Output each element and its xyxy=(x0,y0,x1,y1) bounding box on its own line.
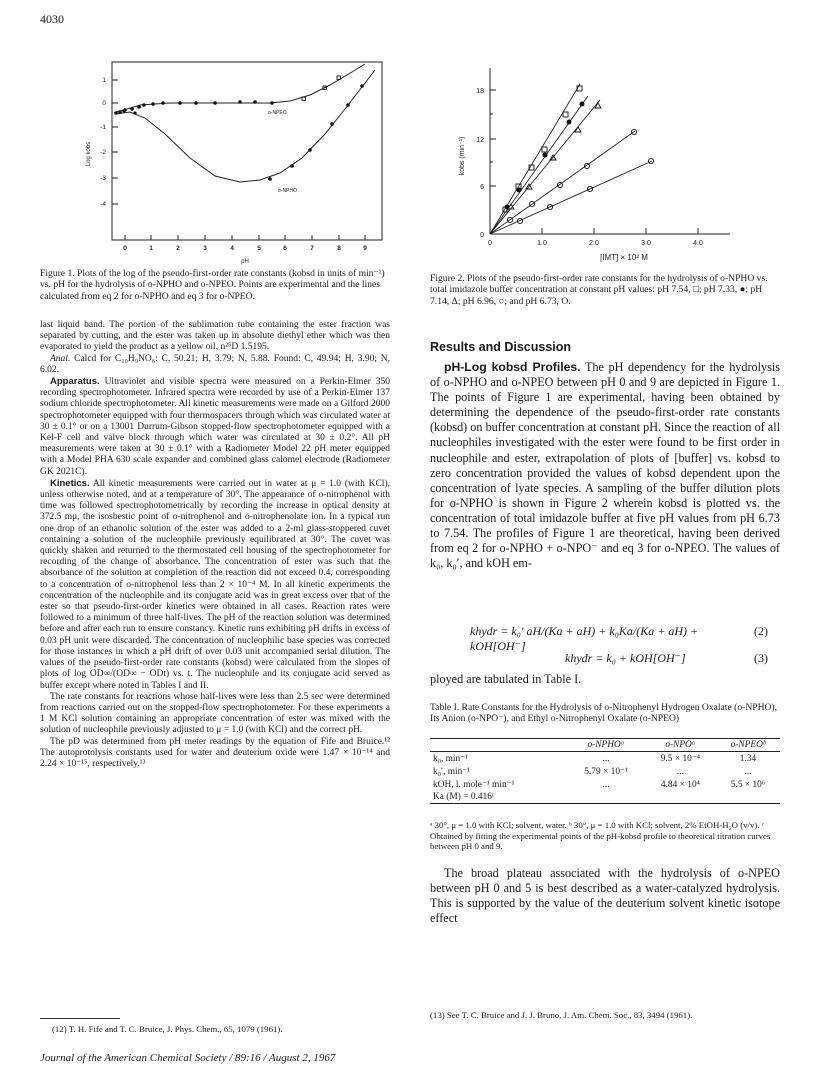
fig1-xtick: 0 xyxy=(123,245,127,252)
table-1-caption-text: Table I. Rate Constants for the Hydrolysis of o-Nitrophenyl Hydrogen Oxalate (o-NPHO), Its Anion (o-NPO⁻), and Ethyl o-Nitrophenyl Oxalate (o-NPEO) xyxy=(430,702,778,725)
table-header: o-NPEOᵇ xyxy=(730,740,766,750)
fig1-xtick: 5 xyxy=(257,245,261,252)
kinetics-label: Kinetics. xyxy=(50,477,90,489)
equation-2-number: (2) xyxy=(754,624,768,638)
page-number: 4030 xyxy=(40,12,64,26)
paragraph: The broad plateau associated with the hydrolysis of o-NPEO between pH 0 and 5 is best described as a water-catalyzed hydrolysis. This is supported by the value of the deuterium solvent kinetic isotope effect xyxy=(430,866,780,926)
table-header xyxy=(430,739,567,752)
fig2-xtick: 1.0 xyxy=(537,240,547,247)
paragraph: last liquid band. The portion of the sublimation tube containing the ester fraction was separated by cutting, and the ester was taken up in absolute diethyl ether which was then evaporated to yield the product as a yellow oil, n²⁵D 1.5195. xyxy=(40,320,390,353)
paragraph: The rate constants for reactions whose half-lives were less than 2.5 sec were determined from reactions carried out on the stopped-flow spectrophotometer. For these experiments a 1 M KCl solution containing an appropriate concentration of ester was mixed with the solution of nucleophile previously adjusted to μ = 1.0 (with KCl) and the correct pH. xyxy=(40,691,390,736)
table-cell xyxy=(645,791,716,803)
table-row xyxy=(430,791,780,803)
fig2-ylabel: kobs (min⁻¹) xyxy=(459,136,466,176)
fig1-xtick: 7 xyxy=(310,245,314,252)
fig1-xtick: 8 xyxy=(337,245,341,252)
table-cell: Ka (M) = 0.416ᶜ xyxy=(433,792,495,802)
fig2-xtick: 3.0 xyxy=(641,240,651,247)
table-cell: ... xyxy=(602,753,610,764)
table-cell: ... xyxy=(602,779,610,790)
fig1-npho-label: o-NPHO xyxy=(278,188,297,194)
table-1-footnote: ᵃ 30°, μ = 1.0 with KCl; solvent, water. ᵇ 30°, μ = 1.0 with KCl; solvent, 2% EtOH-H₂O (v/v). ᶜ Obtained by fitting the experimental points of the pH-kobsd profile to theoretical titration curves between pH 0 and 9. xyxy=(430,820,771,851)
table-cell: k₀′, min⁻¹ xyxy=(433,767,471,777)
footnote-12: (12) T. H. Fife and T. C. Bruice, J. Phys. Chem., 65, 1079 (1961). xyxy=(52,1024,283,1034)
table-cell: 5.79 × 10⁻¹ xyxy=(584,767,628,777)
fig1-ytick: 0 xyxy=(102,100,106,107)
table-cell: 5.5 × 10⁶ xyxy=(730,779,766,790)
table-cell: kOH, l. mole⁻¹ min⁻¹ xyxy=(433,780,515,790)
fig2-xtick: 0 xyxy=(488,240,492,247)
npho-curve xyxy=(116,70,375,182)
table-1-caption xyxy=(430,702,780,725)
kinetics-text: All kinetic measurements were carried out in water at μ = 1.0 (with KCl), unless otherwise noted, and at a temperature of 30°. The appearance of o-nitrophenol with time was followed spectrophotometrically by recording the increase in optical density at 372.5 mμ, the isosbestic point of o-nitrophenol and o-nitrophenolate ion. In a typical run one drop of an ethanolic solution of the ester was added to a 2-ml glass-stoppered cuvet containing a solution of the nucleophile previously equilibrated at 30°. The cuvet was quickly shaken and returned to the thermostated cell housing of the spectrophotometer for recording of the change of absorbance. The concentration of ester was such that the absorbance of the solution at completion of the reaction did not exceed 0.4, corresponding to a concentration of o-nitrophenol less than 2 × 10⁻⁴ M. In all kinetic experiments the concentration of the nucleophile and its conjugate acid was in great excess over that of the ester so that pseudo-first-order kinetics were obtained in all cases. Reaction rates were followed to a minimum of three half-lives. The pH of the reaction solution was determined before and after each run to ensure constancy. Kinetic runs exhibiting pH drifts in excess of 0.03 pH unit were discarded. The concentration of nucleophilic base species was corrected for those instances in which a pH drift of over 0.03 unit accompanied serial dilution. The values of the pseudo-first-order rate constants (kobsd) were calculated from the slopes of plots of log OD∞/(OD∞ − ODt) vs. t. The nucleophile and its conjugate acid served as buffer except where noted in Tables I and II. xyxy=(40,478,390,691)
right-column-p2 xyxy=(430,672,780,687)
fig1-xtick: 9 xyxy=(363,245,367,252)
fig1-xtick: 6 xyxy=(283,245,287,252)
table-cell xyxy=(567,791,645,803)
line-ph-714 xyxy=(490,100,600,234)
figure-1-plot xyxy=(40,52,390,266)
anal-text: Calcd for C₁₀H₉NO₆: C, 50.21; H, 3.79; N, 5.88. Found: C, 49.94; H, 3.90; N, 6.02. xyxy=(40,353,391,375)
fig2-xtick: 4.0 xyxy=(693,240,703,247)
apparatus-text: Ultraviolet and visible spectra were measured on a Perkin-Elmer 350 recording spectrophotometer. Infrared spectra were recorded by use of a Perkin-Elmer 137 sodium chloride spectrophotometer. All kinetic measurements were made on a Gilford 2000 spectrophotometer equipped with four thermospacers through which was circulated water at 30 ± 0.1° or on a 13001 Durrum-Gibson stopped-flow spectrophotometer equipped with a Kel-F cell and valve block through which water was circulated at 30 ± 0.2°. All pH measurements were taken at 30 ± 0.1° with a Radiometer Model 22 pH meter equipped with a Model PHA 630 scale expander and combined glass calomel electrode (Radiometer GK 2021C). xyxy=(40,377,391,477)
fig1-xlabel: pH xyxy=(241,259,249,265)
fig1-ytick: -2 xyxy=(100,149,106,156)
table-cell: ... xyxy=(676,766,684,777)
footnote-13: (13) See T. C. Bruice and J. J. Bruno, J. Am. Chem. Soc., 83, 3494 (1961). xyxy=(430,1010,693,1020)
table-cell: ... xyxy=(744,766,752,777)
fig1-ytick: -3 xyxy=(100,175,106,182)
paragraph: The pD was determined from pH meter readings by the equation of Fife and Bruice.¹² The autoprotolysis constants used for water and deuterium oxide were 1.47 × 10⁻¹⁴ and 2.24 × 10⁻¹⁵, respectively.¹³ xyxy=(40,736,390,769)
table-1 xyxy=(430,738,780,804)
fig1-ytick: 1 xyxy=(102,77,106,84)
paragraph: The pH dependency for the hydrolysis of o-NPHO and o-NPEO between pH 0 and 9 are depicted in Figure 1. The points of Figure 1 are experimental, having been obtained by determining the dependence of the pseudo-first-order rate constants (kobsd) on buffer concentration at constant pH. Since the reaction of all nucleophiles investigated with the ester were found to be first order in nucleophile and ester, extrapolation of plots of [buffer] vs. kobsd to zero concentration provided the values of kobsd dependent upon the concentration of lyate species. A sampling of the buffer dilution plots for o-NPHO is shown in Figure 2 wherein kobsd is plotted vs. the concentration of total imidazole buffer at five pH values from pH 6.73 to 7.54. The profiles of Figure 1 are theoretical, having been derived from eq 2 for o-NPHO + o-NPO⁻ and eq 3 for o-NPEO. The values of k₀, k₀′, and kOH em- xyxy=(430,360,780,571)
equation-2: khydr = k₀′ aH/(Ka + aH) + k₀Ka/(Ka + aH) + kOH[OH⁻] xyxy=(470,624,699,653)
footnote-rule xyxy=(40,1018,120,1019)
fig2-ytick: 0 xyxy=(480,232,484,239)
table-1-grid xyxy=(430,739,780,803)
table-cell xyxy=(716,791,780,803)
equation-3-number: (3) xyxy=(754,651,768,665)
fig1-xtick: 4 xyxy=(230,245,234,252)
figure-2-caption: Figure 2. Plots of the pseudo-first-order rate constants for the hydrolysis of o-NPHO vs. total imidazole buffer concentration at constant pH values: pH 7.54, □; pH 7.33, ●; pH 7.14, Δ; pH 6.96, ○; and pH 6.73, O. xyxy=(430,273,768,307)
table-header-row xyxy=(430,739,780,752)
right-column-p1 xyxy=(430,360,780,571)
anal-label: Anal. xyxy=(50,353,71,364)
figure-1-caption: Figure 1. Plots of the log of the pseudo-first-order rate constants (kobsd in units of min⁻¹) vs. pH for the hydrolysis of o-NPHO and o-NPEO. Points are experimental and the lines calculated from eq 2 for o-NPHO and eq 3 for o-NPEO. xyxy=(40,268,385,302)
fig1-npeo-label: o-NPEO xyxy=(268,110,287,116)
paragraph: ployed are tabulated in Table I. xyxy=(430,672,582,686)
journal-line: Journal of the American Chemical Society / 89:16 / August 2, 1967 xyxy=(40,1052,336,1064)
right-column-p3 xyxy=(430,866,780,926)
fig2-xtick: 2.0 xyxy=(589,240,599,247)
fig1-xtick: 3 xyxy=(203,245,207,252)
fig1-xtick: 2 xyxy=(176,245,180,252)
line-ph-754 xyxy=(490,84,580,234)
fig2-ytick: 18 xyxy=(476,88,484,95)
runin-heading: pH-Log kobsd Profiles. xyxy=(444,360,581,374)
line-ph-673 xyxy=(490,161,652,234)
table-row xyxy=(430,752,780,766)
fig2-ytick: 12 xyxy=(476,137,484,144)
fig1-ytick: -1 xyxy=(100,124,106,131)
fig2-ytick: 6 xyxy=(480,184,484,191)
table-header: o-NPHOᵃ xyxy=(587,740,625,750)
fig1-xtick: 1 xyxy=(149,245,153,252)
fig1-ylabel: Log kobs xyxy=(86,141,92,167)
apparatus-label: Apparatus. xyxy=(50,376,100,388)
figure-2-plot xyxy=(430,56,770,266)
left-column xyxy=(40,320,390,770)
section-heading: Results and Discussion xyxy=(430,340,572,354)
table-cell: k₀, min⁻¹ xyxy=(433,754,468,764)
fig2-xlabel: [IMT] × 10² M xyxy=(600,253,648,262)
line-ph-733 xyxy=(490,96,588,234)
table-cell: 4.84 × 10⁴ xyxy=(660,779,700,790)
table-row xyxy=(430,778,780,791)
table-row xyxy=(430,765,780,778)
table-header: o-NPOᵃ xyxy=(665,740,696,750)
fig1-ytick: -4 xyxy=(100,201,106,208)
table-cell: 1.34 xyxy=(739,753,757,764)
equation-3: khydr = k₀ + kOH[OH⁻] xyxy=(565,651,686,665)
table-cell: 9.5 × 10⁻⁴ xyxy=(660,754,701,764)
